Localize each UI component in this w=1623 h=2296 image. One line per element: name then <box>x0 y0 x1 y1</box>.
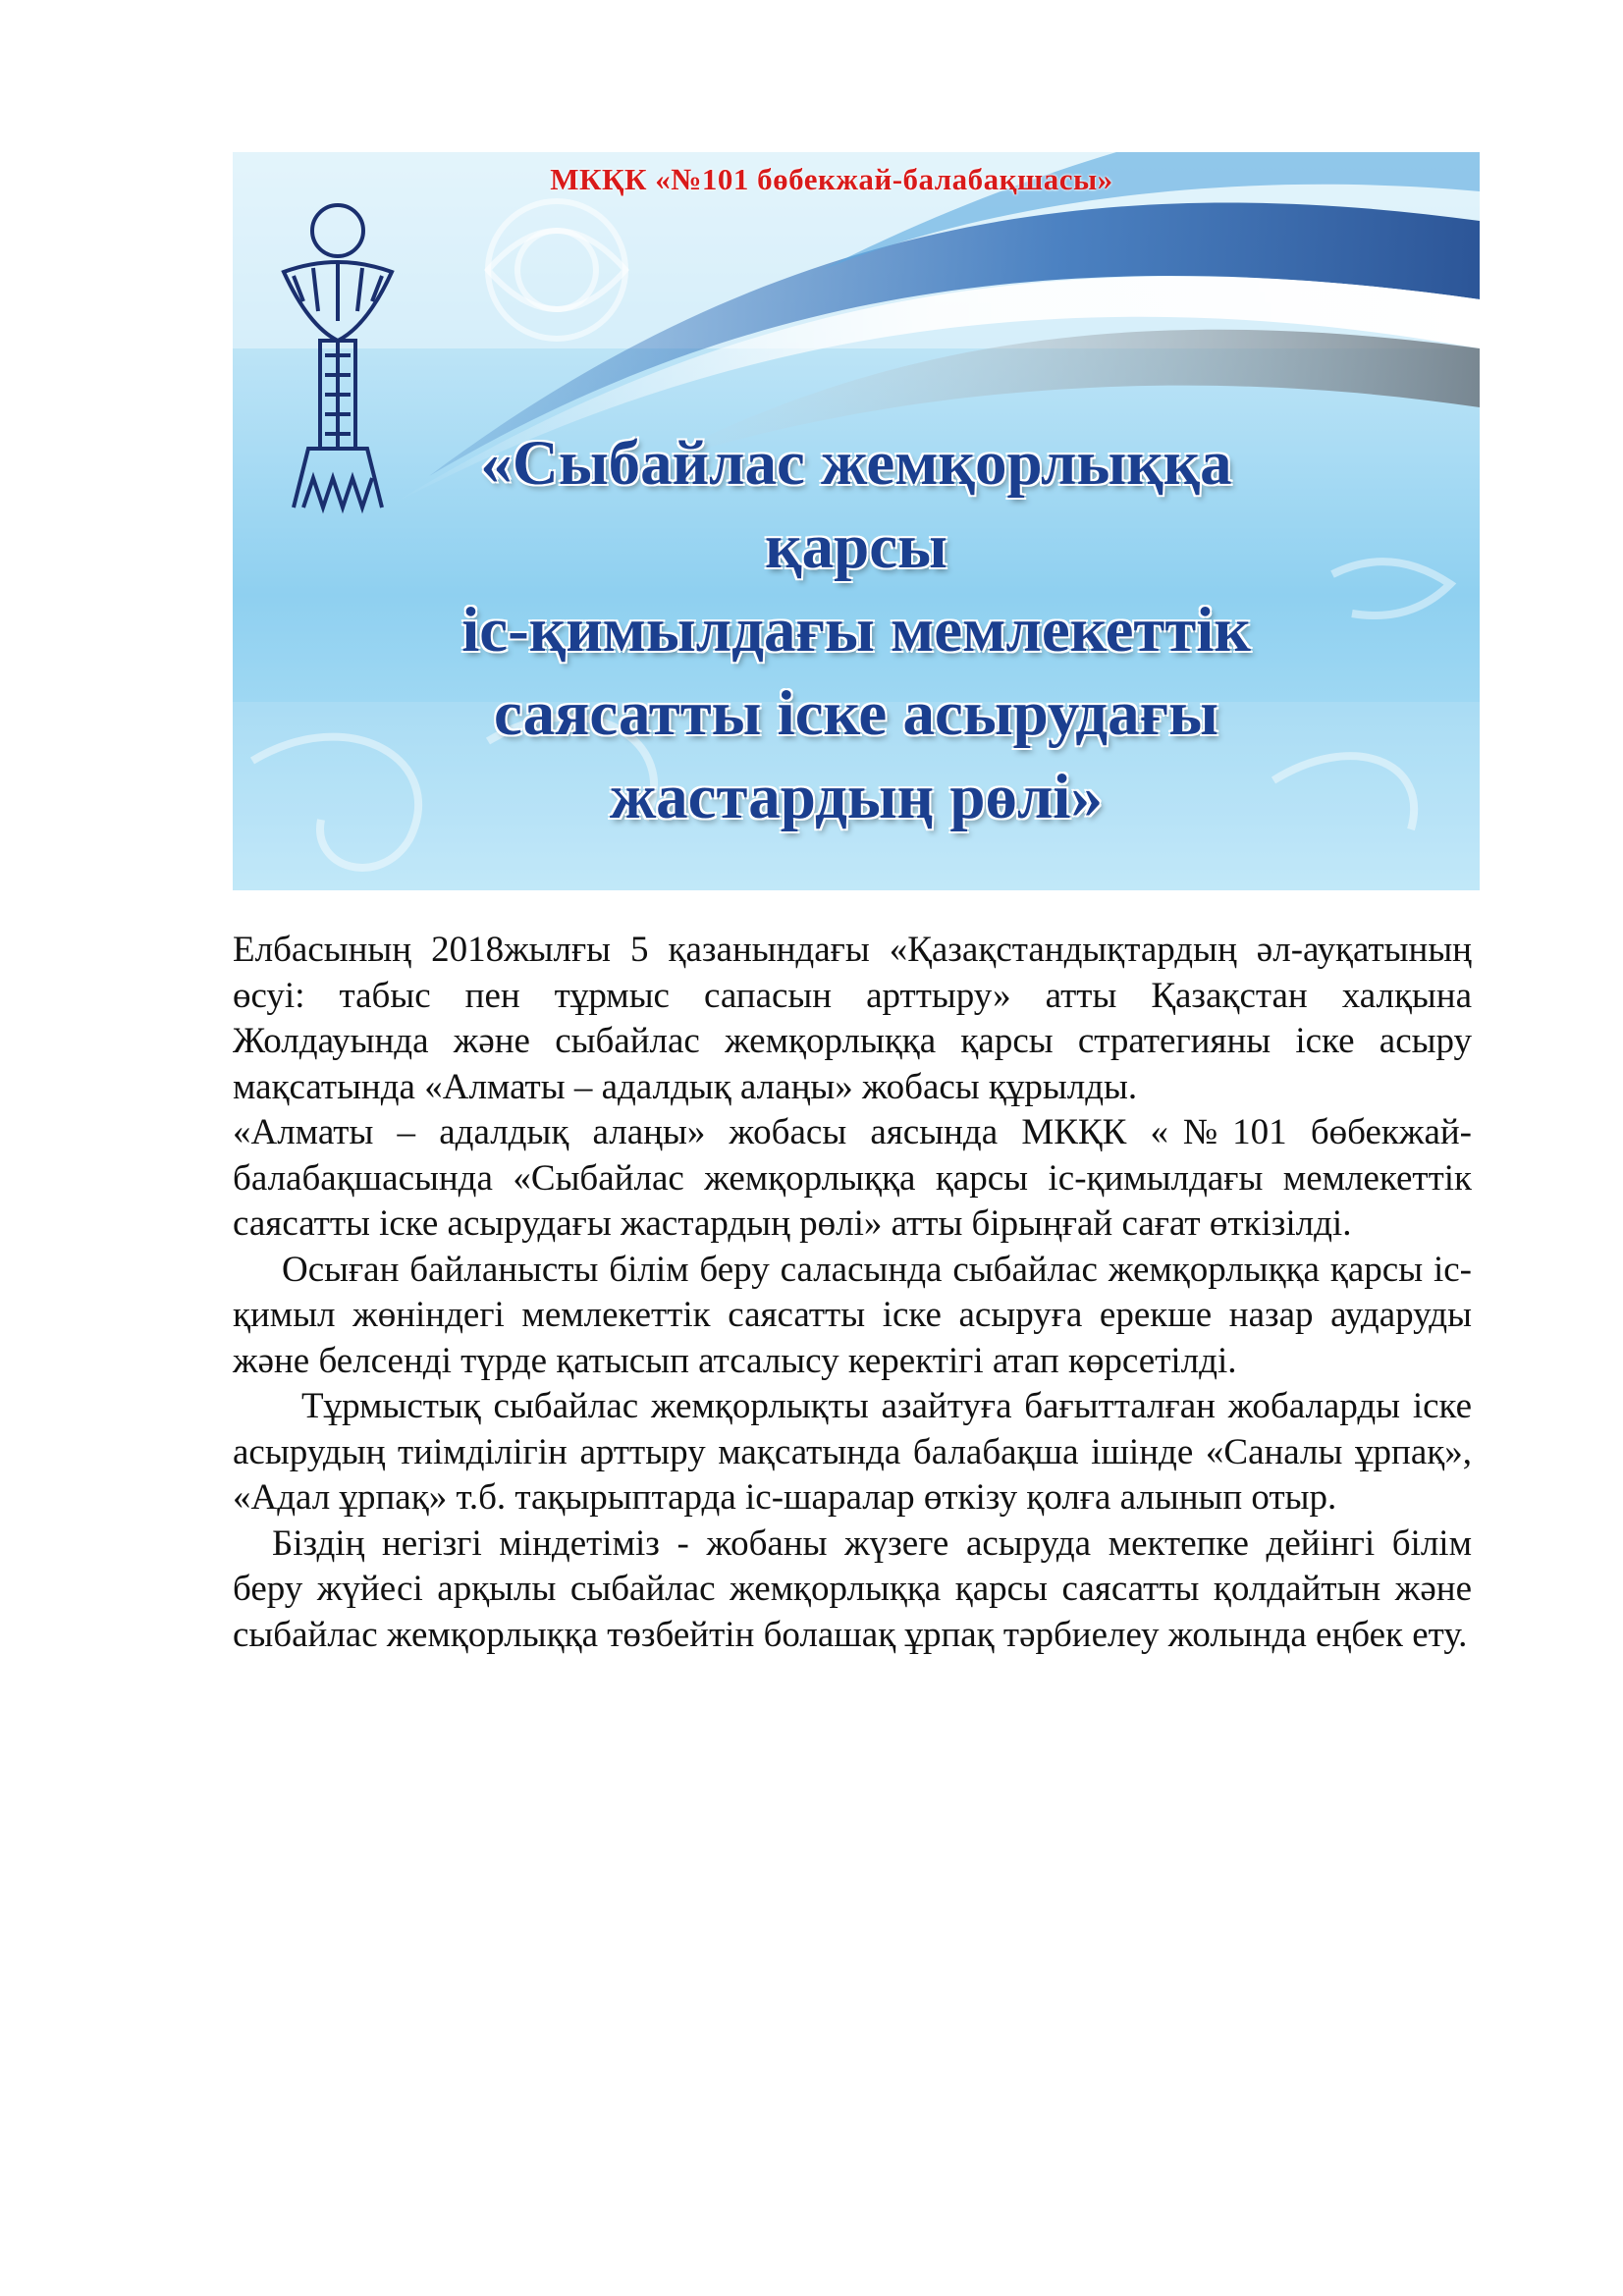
banner-title <box>311 422 1401 839</box>
organization-name: МКҚК «№101 бөбекжай-балабақшасы» <box>550 162 1113 196</box>
paragraph: Елбасының 2018жылғы 5 қазанындағы «Қазақстандықтардың әл-ауқатының өсуі: табыс пен тұрмыс сапасын арттыру» атты Қазақстан халқына Жолдауында және сыбайлас жемқорлыққа қарсы стратегияны іске асыру мақсатында «Алматы – адалдық алаңы» жобасы құрылды. <box>233 930 1472 1107</box>
banner-title-line: «Сыбайлас жемқорлыққа <box>480 428 1232 499</box>
paragraph: Біздің негізгі міндетіміз - жобаны жүзеге асыруда мектепке дейінгі білім беру жүйесі арқылы сыбайлас жемқорлыққа қарсы саясатты қолдайтын және сыбайлас жемқорлыққа төзбейтін болашақ ұрпақ тәрбиелеу жолында еңбек ету. <box>233 1522 1472 1655</box>
paragraph: Осыған байланысты білім беру саласында сыбайлас жемқорлыққа қарсы іс-қимыл жөніндегі мемлекеттік саясатты іске асыруға ерекше назар аударуды және белсенді түрде қатысып атсалысу керектігі атап көрсетілді. <box>233 1249 1472 1381</box>
banner-title-line: жастардың рөлі» <box>609 762 1103 832</box>
banner-title-line: іс-қимылдағы мемлекеттік <box>461 595 1251 666</box>
paragraph: Тұрмыстық сыбайлас жемқорлықты азайтуға бағытталған жобаларды іске асырудың тиімділігін арттыру мақсатында балабақша ішінде «Саналы ұрпақ», «Адал ұрпақ» т.б. тақырыптарда іс-шаралар өткізу қолға алынып отыр. <box>233 1386 1472 1518</box>
banner-title-line: қарсы <box>765 511 947 582</box>
banner-title-line: саясатты іске асырудағы <box>494 678 1218 749</box>
article-body <box>233 928 1472 1658</box>
paragraph: «Алматы – адалдық алаңы» жобасы аясында МКҚК «№101 бөбекжай-балабақшасында «Сыбайлас жемқорлыққа қарсы іс-қимылдағы мемлекеттік саясатты іске асырудағы жастардың рөлі» атты бірыңғай сағат өткізілді. <box>233 1112 1472 1244</box>
banner <box>233 152 1480 890</box>
